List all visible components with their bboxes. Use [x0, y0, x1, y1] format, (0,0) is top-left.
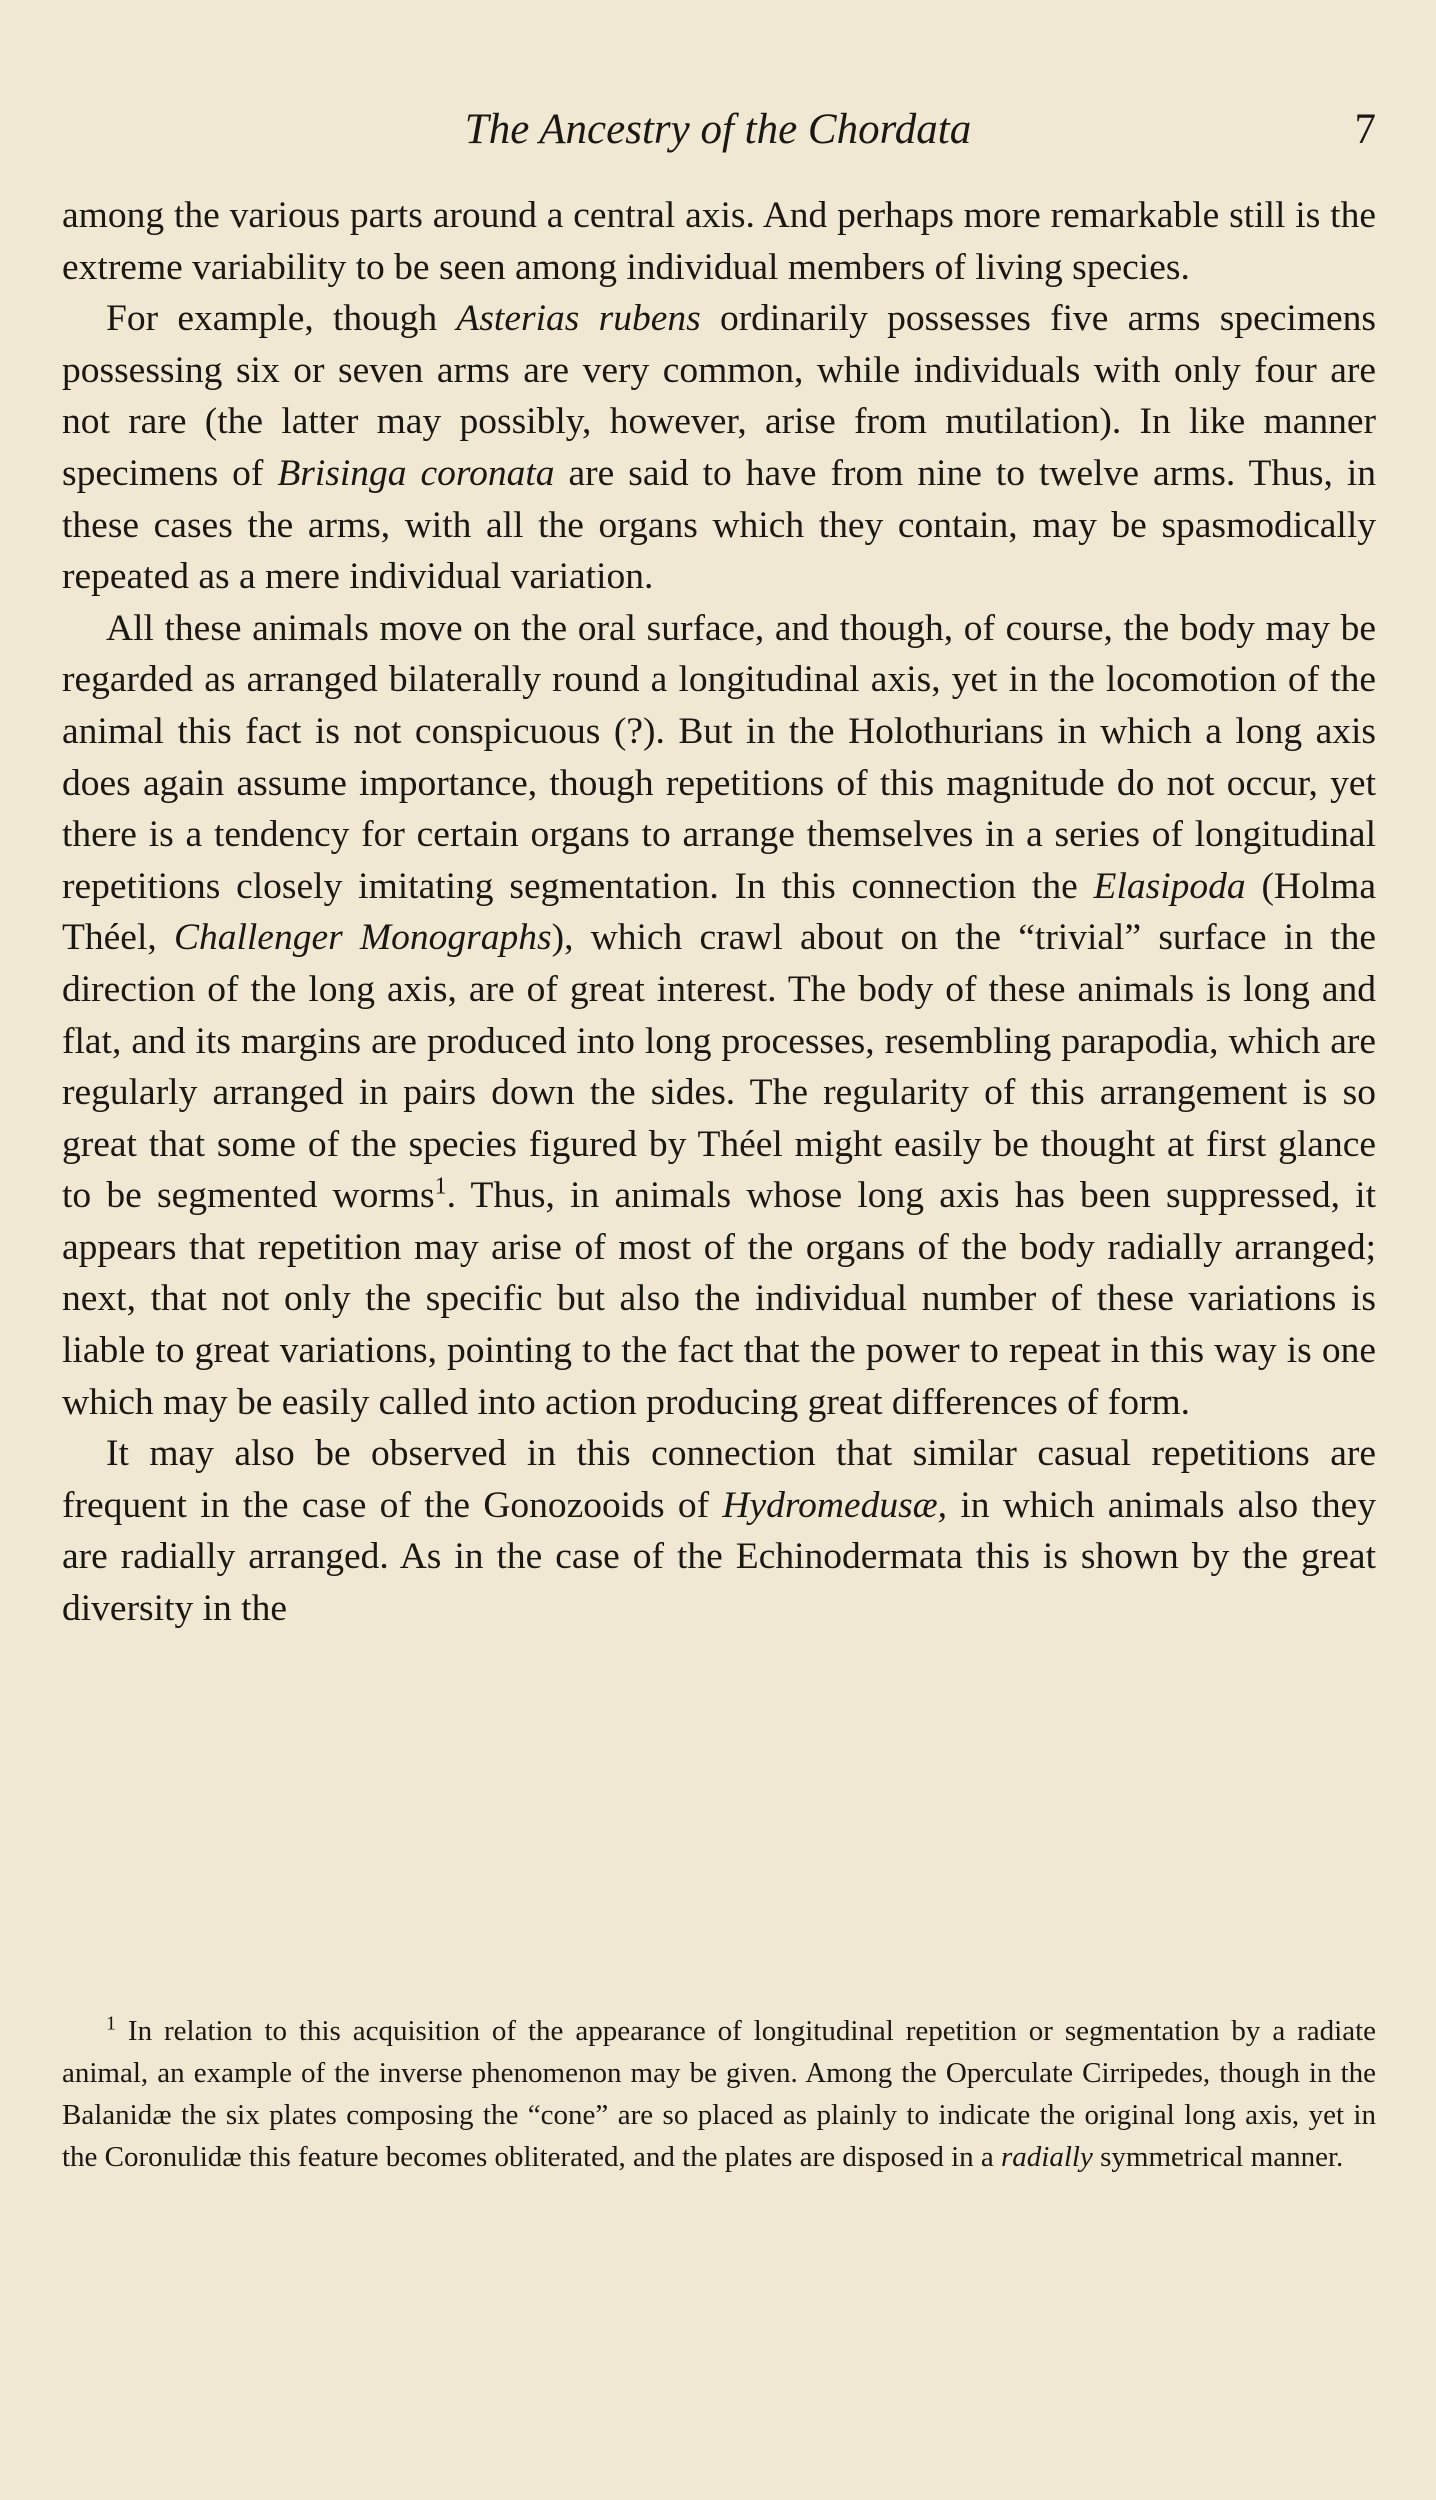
footnote — [62, 2010, 1376, 2178]
body-text — [62, 190, 1376, 1635]
paragraph-4 — [62, 1428, 1376, 1634]
text-span: in which animals also they are radially arranged. As in the case of the Echinodermata this is shown by the great diversity in the — [62, 1484, 1377, 1630]
paragraph-3 — [62, 603, 1376, 1429]
taxon-hydromedusae: Hydromedusæ, — [722, 1484, 948, 1526]
species-name-asterias: Asterias rubens — [456, 298, 701, 340]
paragraph-2 — [62, 293, 1376, 603]
footnote-reference[interactable]: 1 — [434, 1173, 447, 1200]
running-head — [60, 100, 1376, 160]
text-span: (Holma Théel, — [62, 865, 1376, 959]
page-number: 7 — [1354, 106, 1376, 153]
running-title: The Ancestry of the Chordata — [464, 106, 972, 153]
text-span: For example, though — [106, 298, 457, 340]
text-span: are said to have from nine to twelve arms. Thus, in these cases the arms, with all the organs which they contain, may be spasmodically repeated as a mere individual variation. — [62, 452, 1377, 598]
footnote-marker: 1 — [106, 2012, 116, 2035]
text-span: All these animals move on the oral surface, and though, of course, the body may be regarded as arranged bilaterally round a longitudinal axis, yet in the locomotion of the animal this fact is not conspicuous (?). But in the Holothurians in which a long axis does again assume importance, though repetitions of this magnitude do not occur, yet there is a tendency for certain organs to arrange themselves in a series of longitudinal repetitions closely imitating segmentation. In this connection the — [62, 607, 1376, 907]
paragraph-1 — [62, 190, 1376, 293]
text-span: In relation to this acquisition of the appearance of longitudinal repetition or segmentation by a radiate animal, an example of the inverse phenomenon may be given. Among the Operculate Cirripedes, though in the Balanidæ the six plates composing the “cone” are so placed as plainly to indicate the original long axis, yet in the Coronulidæ this feature becomes obliterated, and the plates are disposed in a — [62, 2015, 1376, 2173]
taxon-elasipoda: Elasipoda — [1093, 865, 1246, 907]
footnote-text — [62, 2010, 1376, 2178]
emphasis-radially: radially — [1001, 2141, 1093, 2173]
text-span: ordinarily possesses five arms specimens possessing six or seven arms are very common, while individuals with only four are not rare (the latter may possibly, however, arise from mutilation). In like manner specimens of — [62, 298, 1376, 494]
text-span: . Thus, in animals whose long axis has been suppressed, it appears that repetition may arise of most of the organs of the body radially arranged; next, that not only the specific but also the individual number of these variations is liable to great variations, pointing to the fact that the power to repeat in this way is one which may be easily called into action producing great differences of form. — [62, 1175, 1376, 1423]
text-span: ), which crawl about on the “trivial” surface in the direction of the long axis, are of great interest. The body of these animals is long and flat, and its margins are produced into long processes, resembling parapodia, which are regularly arranged in pairs down the sides. The regularity of this arrangement is so great that some of the species figured by Théel might easily be thought at first glance to be segmented worms — [62, 917, 1376, 1217]
species-name-brisinga: Brisinga coronata — [277, 452, 555, 494]
text-span: It may also be observed in this connection that similar casual repetitions are frequent in the case of the Gonozooids of — [62, 1433, 1376, 1526]
text-span: symmetrical manner. — [1092, 2141, 1344, 2173]
work-title-challenger: Challenger Monographs — [173, 917, 552, 959]
text-span: among the various parts around a central axis. And perhaps more remarkable still is the extreme variability to be seen among individual members of living species. — [62, 195, 1376, 288]
